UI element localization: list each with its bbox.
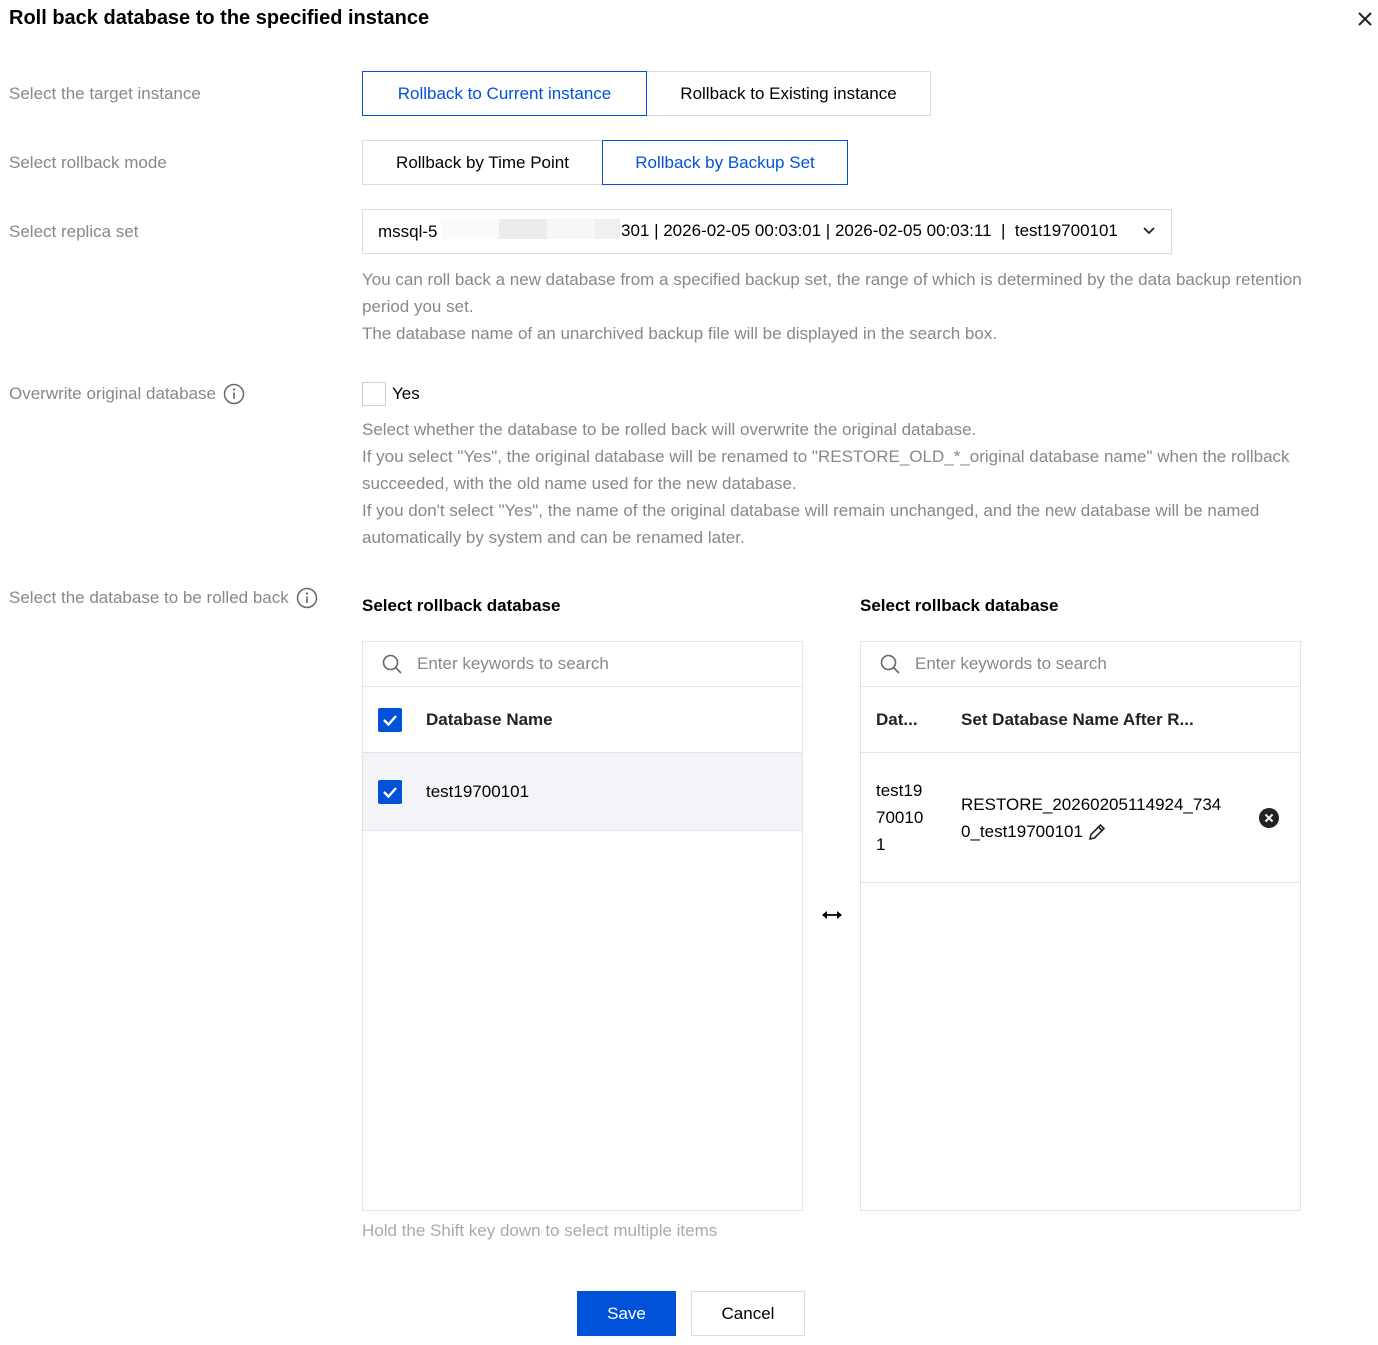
cell-line: RESTORE_20260205114924_734 xyxy=(961,795,1222,814)
info-icon[interactable] xyxy=(296,587,318,609)
database-header-truncated: Dat... xyxy=(876,710,918,729)
check-icon xyxy=(378,780,402,804)
left-table-header xyxy=(363,687,802,753)
table-row[interactable] xyxy=(363,753,802,831)
table-row xyxy=(861,753,1300,883)
help-line: The database name of an unarchived backup file will be displayed in the search box. xyxy=(362,324,998,343)
replica-set-select[interactable] xyxy=(362,209,1172,254)
edit-pencil-icon[interactable] xyxy=(1087,822,1107,842)
remove-circle-icon[interactable] xyxy=(1259,808,1279,828)
left-search-input[interactable] xyxy=(417,654,777,674)
left-panel-title: Select rollback database xyxy=(362,596,561,615)
close-icon[interactable] xyxy=(1354,8,1376,30)
right-panel-title: Select rollback database xyxy=(860,596,1059,615)
overwrite-checkbox-label: Yes xyxy=(392,384,420,403)
rollback-by-backup-set-button[interactable]: Rollback by Backup Set xyxy=(602,140,848,185)
cell-line: test19 xyxy=(876,781,923,800)
save-button[interactable]: Save xyxy=(577,1291,676,1336)
overwrite-help xyxy=(362,416,1342,551)
chevron-down-icon xyxy=(1141,223,1157,239)
help-line: If you don't select "Yes", the name of the original database will remain unchanged, and the new database will be named automatically by system and can be renamed later. xyxy=(362,501,1260,547)
select-all-checkbox[interactable] xyxy=(378,708,402,732)
cell-line-with-edit xyxy=(961,818,1221,845)
target-instance-label: Select the target instance xyxy=(9,84,201,103)
rollback-current-instance-button[interactable]: Rollback to Current instance xyxy=(362,71,647,116)
help-line: You can roll back a new database from a specified backup set, the range of which is determined by the data backup retention period you set. xyxy=(362,270,1302,316)
replica-set-label: Select replica set xyxy=(9,222,139,241)
new-name-cell xyxy=(961,791,1221,845)
right-search-input[interactable] xyxy=(915,654,1275,674)
target-database-panel xyxy=(860,641,1301,1211)
replica-set-help xyxy=(362,266,1342,347)
checkbox-unchecked[interactable] xyxy=(362,382,386,406)
cell-line: 70010 xyxy=(876,808,924,827)
database-name-cell: test19700101 xyxy=(426,782,530,801)
cancel-button[interactable]: Cancel xyxy=(691,1291,805,1336)
redacted-region xyxy=(595,219,620,239)
rollback-by-time-point-button[interactable]: Rollback by Time Point xyxy=(362,140,603,185)
database-name-header: Database Name xyxy=(426,710,553,729)
rollback-existing-instance-button[interactable]: Rollback to Existing instance xyxy=(646,71,931,116)
replica-set-value-prefix: mssql-5 xyxy=(378,221,438,241)
cell-line: 0_test19700101 xyxy=(961,822,1083,841)
redacted-region xyxy=(499,219,547,239)
row-checkbox[interactable] xyxy=(378,780,402,804)
overwrite-checkbox[interactable] xyxy=(362,382,420,406)
redacted-region xyxy=(547,219,595,239)
multi-select-hint: Hold the Shift key down to select multiple items xyxy=(362,1221,718,1240)
overwrite-label xyxy=(9,383,245,405)
help-line: If you select "Yes", the original database will be renamed to "RESTORE_OLD_*_original database name" when the rollback succeeded, with the old name used for the new database. xyxy=(362,447,1290,493)
check-icon xyxy=(378,708,402,732)
db-select-label xyxy=(9,587,318,609)
redacted-region xyxy=(441,219,499,239)
swap-arrows-icon xyxy=(820,907,844,923)
help-line: Select whether the database to be rolled back will overwrite the original database. xyxy=(362,420,977,439)
source-database-panel xyxy=(362,641,803,1211)
overwrite-label-text: Overwrite original database xyxy=(9,384,216,403)
db-select-label-text: Select the database to be rolled back xyxy=(9,588,289,607)
rollback-mode-label: Select rollback mode xyxy=(9,153,167,172)
right-table-header xyxy=(861,687,1300,753)
search-icon xyxy=(879,653,901,675)
info-icon[interactable] xyxy=(223,383,245,405)
source-name-cell xyxy=(876,777,923,858)
left-search-row xyxy=(363,642,802,687)
replica-set-value-suffix: 301 | 2026-02-05 00:03:01 | 2026-02-05 00:03:11 | test19700101 xyxy=(621,221,1118,240)
search-icon xyxy=(381,653,403,675)
dialog-title: Roll back database to the specified instance xyxy=(9,7,430,29)
new-name-header: Set Database Name After R... xyxy=(961,710,1194,729)
cell-line: 1 xyxy=(876,835,886,854)
right-search-row xyxy=(861,642,1300,687)
